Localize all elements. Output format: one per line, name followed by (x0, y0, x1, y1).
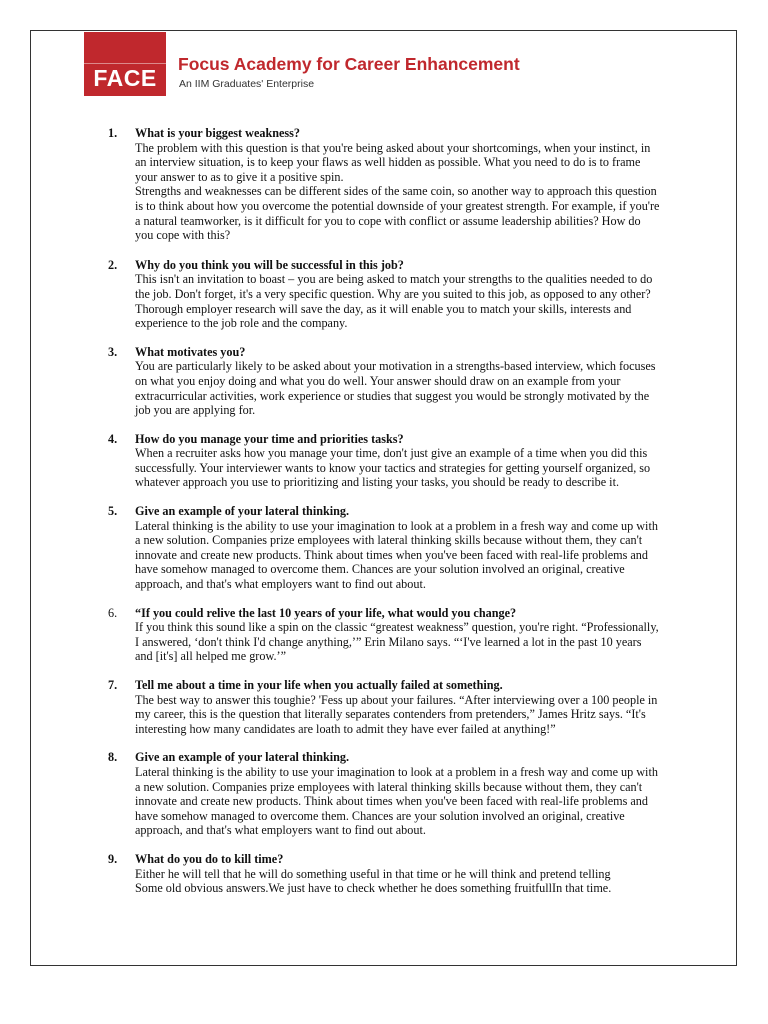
question-number: 8. (108, 750, 118, 765)
question-title: How do you manage your time and priorities tasks? (135, 431, 404, 446)
question-item (108, 852, 688, 896)
question-title: “If you could relive the last 10 years of your life, what would you change? (135, 605, 517, 620)
question-title: What is your biggest weakness? (135, 126, 301, 140)
question-title: Why do you think you will be successful in this job? (135, 257, 404, 272)
brand-title: Focus Academy for Career Enhancement (178, 54, 520, 74)
question-answer: When a recruiter asks how you manage your time, don't just give an example of a time when you did this successfully. Your interviewer wants to know your tactics and strategies for getting yourself organized, so whatever approach you use to prioritizing and listing your tasks, you should be ready to describe it. (135, 446, 651, 490)
question-item (108, 678, 688, 736)
question-number: 9. (108, 851, 118, 866)
question-number: 3. (108, 344, 118, 359)
question-answer: Either he will tell that he will do something useful in that time or he will think and pretend telling Some old obvious answers.We just have to check whether he does something fruitfullIn that time. (135, 866, 612, 896)
question-number: 5. (108, 504, 118, 519)
question-item (108, 504, 688, 592)
question-answer: This isn't an invitation to boast – you are being asked to match your strengths to the qualities needed to do the job. Don't forget, it's a very specific question. Why are you suited to this job, as opposed to any other? Thorough employer research will save the day, as it will enable you to match your skills, interests and experience to the job role and the company. (135, 272, 653, 331)
brand-subtitle: An IIM Graduates' Enterprise (179, 78, 315, 90)
question-number: 7. (108, 678, 118, 692)
question-answer: Lateral thinking is the ability to use your imagination to look at a problem in a fresh way and come up with a new solution. Companies prize employees with lateral thinking skills because without them, they can't innovate and create new products. Think about times when you've been faced with real-life problems and have somehow managed to overcome them. Chances are your solution involved an original, creative approach, and that's what employers want to find out about. (135, 518, 658, 592)
question-title: Give an example of your lateral thinking. (135, 750, 350, 765)
question-item (108, 126, 688, 243)
question-number: 6. (108, 605, 118, 620)
question-item (108, 432, 688, 490)
face-logo (84, 32, 166, 96)
logo-divider (84, 63, 166, 64)
question-item (108, 345, 688, 418)
question-answer: You are particularly likely to be asked about your motivation in a strengths-based interview, which focuses on what you enjoy doing and what you do well. Your answer should draw on an example from your extracurricular activities, work experience or studies that suggest you would be strongly motivated by the job you are applying for. (135, 359, 656, 418)
question-number: 2. (108, 257, 118, 272)
question-answer: Lateral thinking is the ability to use your imagination to look at a problem in a fresh way and come up with a new solution. Companies prize employees with lateral thinking skills because without them, they can't innovate and create new products. Think about times when you've been faced with real-life problems and have somehow managed to overcome them. Chances are your solution involved an original, creative approach, and that's what employers want to find out about. (135, 764, 658, 838)
question-number: 1. (108, 126, 118, 140)
logo-text: FACE (93, 65, 157, 91)
question-answer: If you think this sound like a spin on the classic “greatest weakness” question, you're right. “Professionally, I answered, ‘don't think I'd change anything,’” Erin Milano says. “‘I've learned a lot in the past 10 years and [it's] all helped me grow.’” (135, 620, 659, 664)
question-title: What motivates you? (135, 344, 246, 359)
question-title: Give an example of your lateral thinking. (135, 504, 350, 519)
question-number: 4. (108, 431, 118, 446)
question-title: Tell me about a time in your life when you actually failed at something. (135, 678, 503, 692)
question-title: What do you do to kill time? (135, 851, 284, 866)
question-item (108, 606, 688, 664)
question-answer: The problem with this question is that you're being asked about your shortcomings, when your instinct, in an interview situation, is to keep your flaws as well hidden as possible. What you need to do is to frame your answer to as to give it a positive spin. Strengths and weaknesses can be different sides of the same coin, so another way to approach this question is to think about how you overcome the potential downside of your greatest strength. For example, if you're a natural teamworker, is it difficult for you to cope with conflict or assume leadership abilities? How do you cope with this? (135, 140, 660, 243)
question-item (108, 258, 688, 331)
question-item (108, 750, 688, 838)
question-list (108, 126, 688, 896)
question-answer: The best way to answer this toughie? 'Fess up about your failures. “After interviewing over a 100 people in my career, this is the question that literally separates contenders from pretenders,” James Hritz says. “It's interesting how many candidates are loath to admit they have ever failed at anything!” (135, 692, 658, 736)
